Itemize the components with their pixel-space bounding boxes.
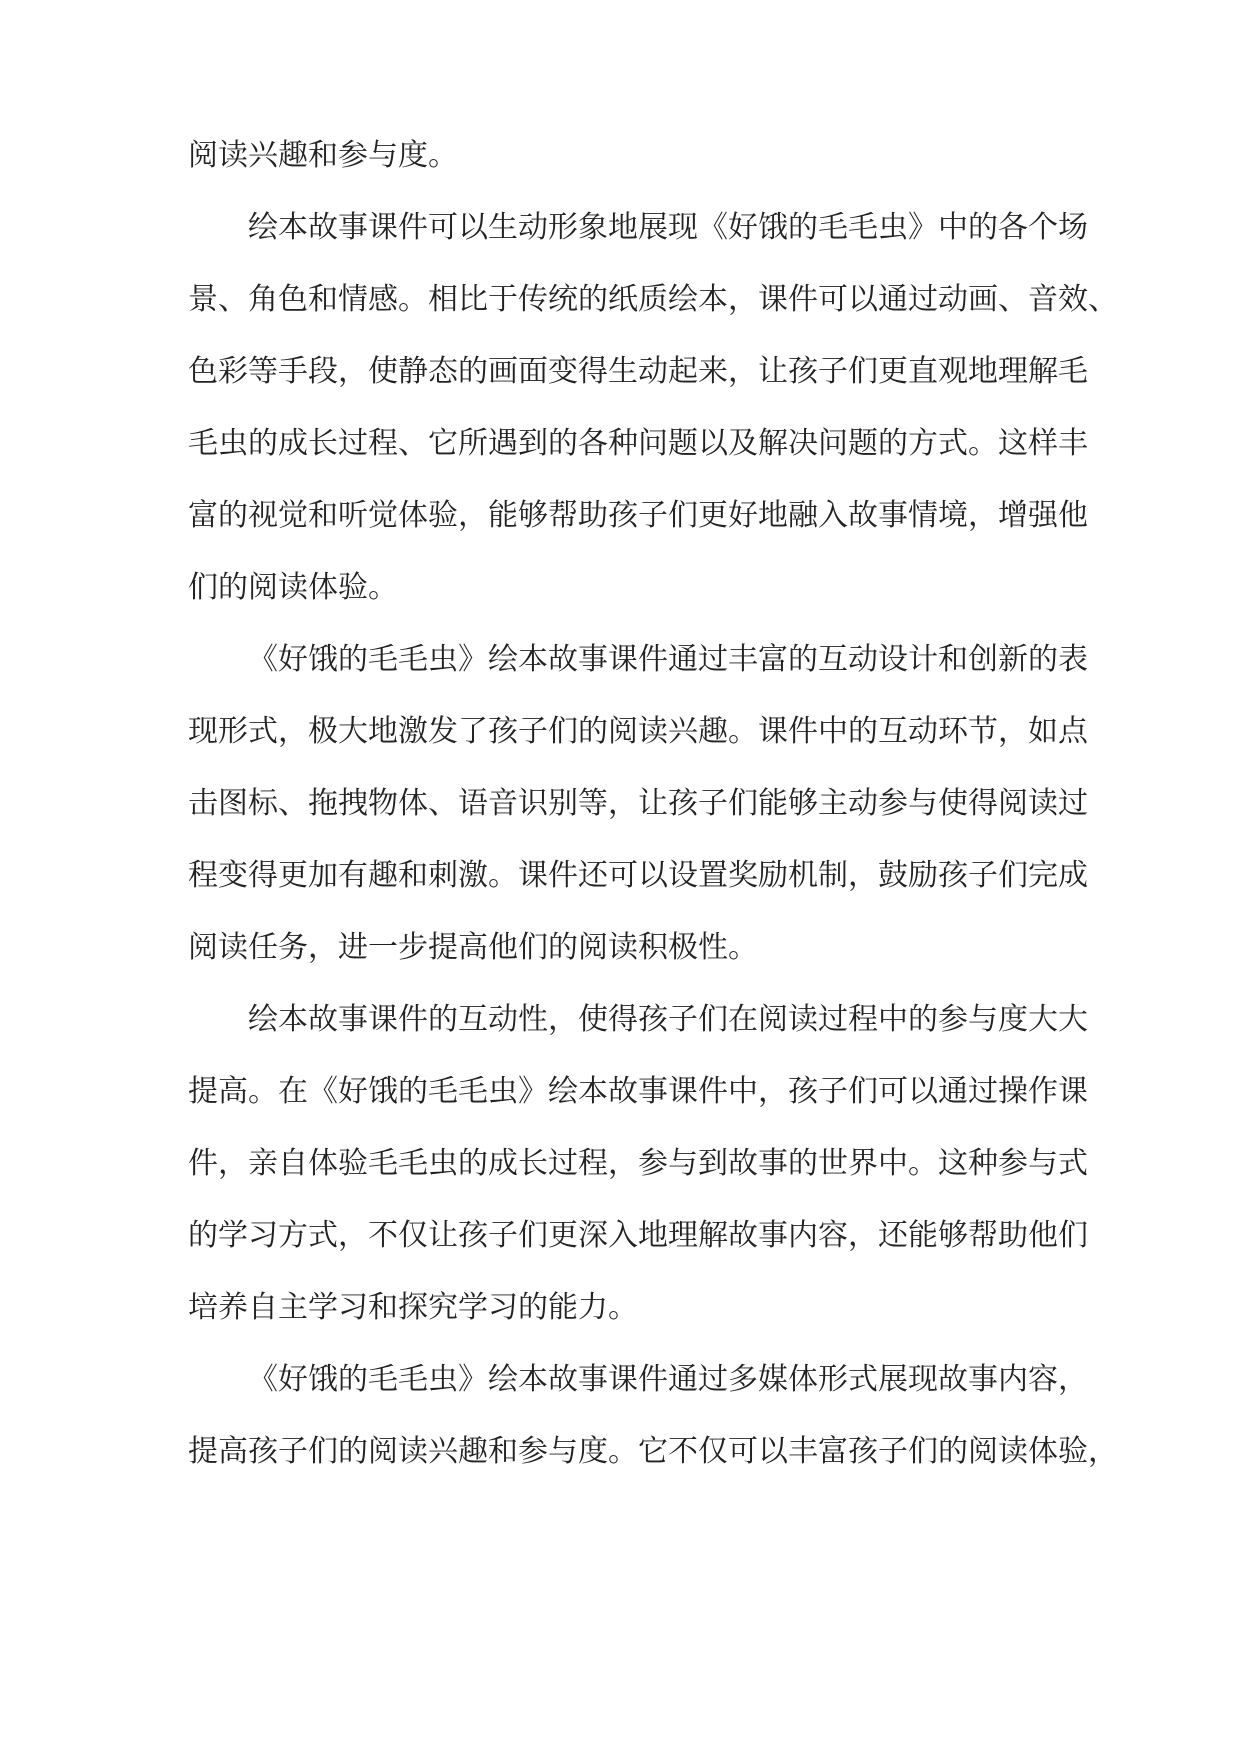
text-line: 件，亲自体验毛毛虫的成长过程，参与到故事的世界中。这种参与式: [188, 1146, 1088, 1181]
text-line: 培养自主学习和探究学习的能力。: [188, 1290, 638, 1325]
paragraph-start-line: 绘本故事课件可以生动形象地展现《好饿的毛毛虫》中的各个场: [248, 210, 1088, 245]
text-line: 程变得更加有趣和刺激。课件还可以设置奖励机制，鼓励孩子们完成: [188, 858, 1088, 893]
paragraph-start-line: 《好饿的毛毛虫》绘本故事课件通过多媒体形式展现故事内容，: [248, 1362, 1088, 1397]
text-line: 提高。在《好饿的毛毛虫》绘本故事课件中，孩子们可以通过操作课: [188, 1074, 1088, 1109]
text-line: 阅读任务，进一步提高他们的阅读积极性。: [188, 930, 758, 965]
text-line: 击图标、拖拽物体、语音识别等，让孩子们能够主动参与使得阅读过: [188, 786, 1088, 821]
text-line: 阅读兴趣和参与度。: [188, 138, 458, 173]
text-line: 现形式，极大地激发了孩子们的阅读兴趣。课件中的互动环节，如点: [188, 714, 1088, 749]
text-line: 色彩等手段，使静态的画面变得生动起来，让孩子们更直观地理解毛: [188, 354, 1088, 389]
text-line: 毛虫的成长过程、它所遇到的各种问题以及解决问题的方式。这样丰: [188, 426, 1088, 461]
text-line: 的学习方式，不仅让孩子们更深入地理解故事内容，还能够帮助他们: [188, 1218, 1088, 1253]
text-line: 景、角色和情感。相比于传统的纸质绘本，课件可以通过动画、音效、: [188, 282, 1118, 317]
paragraph-start-line: 绘本故事课件的互动性，使得孩子们在阅读过程中的参与度大大: [248, 1002, 1088, 1037]
text-line: 富的视觉和听觉体验，能够帮助孩子们更好地融入故事情境，增强他: [188, 498, 1088, 533]
paragraph-start-line: 《好饿的毛毛虫》绘本故事课件通过丰富的互动设计和创新的表: [248, 642, 1088, 677]
text-line: 们的阅读体验。: [188, 570, 398, 605]
text-line: 提高孩子们的阅读兴趣和参与度。它不仅可以丰富孩子们的阅读体验，: [188, 1434, 1118, 1469]
